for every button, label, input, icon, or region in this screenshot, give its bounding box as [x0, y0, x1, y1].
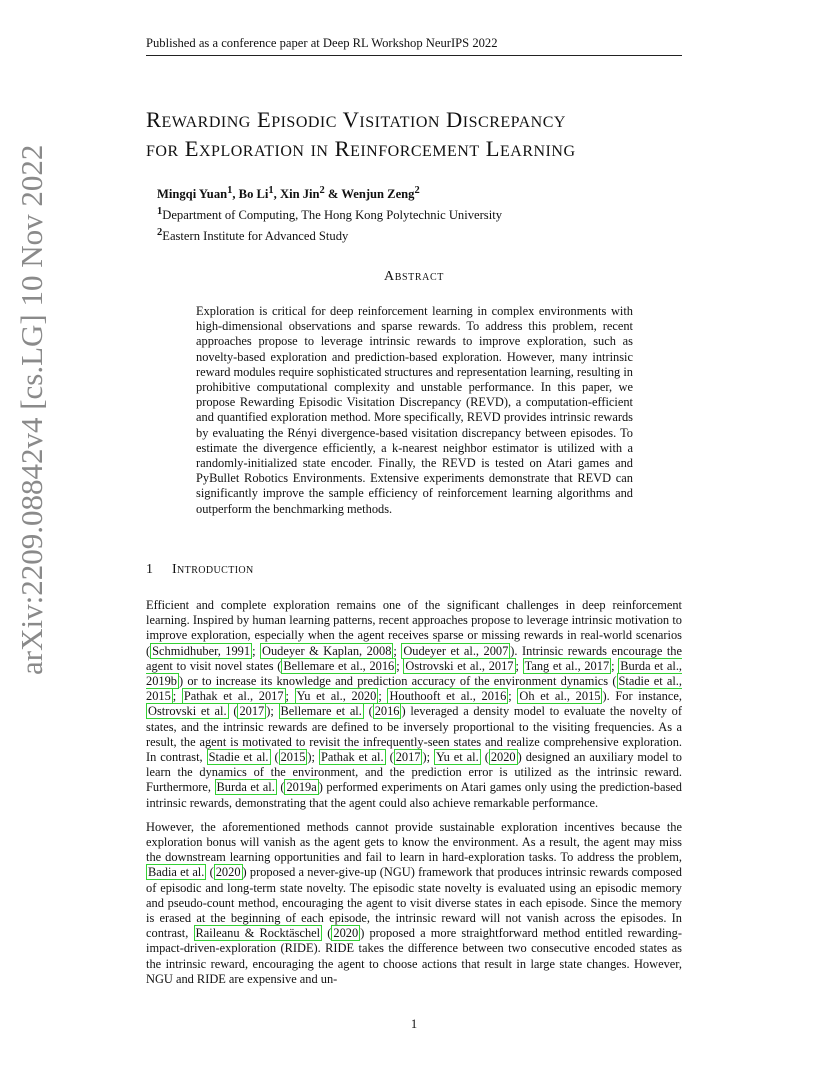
running-header: Published as a conference paper at Deep RL Workshop NeurIPS 2022: [146, 36, 682, 56]
section-heading: [146, 562, 682, 578]
affiliation-1-text: Department of Computing, The Hong Kong Polytechnic University: [162, 208, 502, 223]
body-text: [146, 598, 682, 996]
citation-link[interactable]: Bellemare et al., 2016: [283, 658, 395, 673]
paragraph-1: Efficient and complete exploration remains one of the significant challenges in deep reinforcement learning. Inspired by human learning patterns, recent approaches propose to leverage intrinsic motivation to improve exploration, especially when the agent receives sparse or missing rewards in real-world scenarios ( Schmidhuber, 1991 ; Oudeyer & Kaplan, 2008 ; Oudeyer et al., 2007 ). Intrinsic rewards encourage the agent to visit novel states ( Bellemare et al., 2016 ; Ostrovski et al., 2017 ; Tang et al., 2017 ; Burda et al., 2019b ) or to increase its knowledge and prediction accuracy of the environment dynamics ( Stadie et al., 2015 ; Pathak et al., 2017 ; Yu et al., 2020 ; Houthooft et al., 2016 ; Oh et al., 2015 ). For instance, Ostrovski et al. ( 2017 ); Bellemare et al. ( 2016 ) leveraged a density model to evaluate the novelty of states, and the intrinsic rewards are defined to be inversely proportional to the visiting frequencies. As a result, the agent is motivated to revisit the infrequently-seen states and realize comprehensive exploration. In contrast, Stadie et al. ( 2015 ); Pathak et al. ( 2017 ); Yu et al. ( 2020 ) designed an auxiliary model to learn the dynamics of the environment, and the prediction error is utilized as the intrinsic reward. Furthermore, Burda et al. ( 2019a ) performed experiments on Atari games only using the prediction-based intrinsic rewards, demonstrating that the agent could also achieve remarkable performance.: [146, 598, 683, 810]
affiliation-2-text: Eastern Institute for Advanced Study: [162, 229, 349, 244]
author-2: Bo Li: [238, 187, 269, 202]
author-4-affiliation: 2: [414, 185, 420, 196]
author-ampersand: &: [327, 187, 339, 202]
citation-link[interactable]: 2020: [215, 865, 241, 880]
citation-link[interactable]: Houthooft et al., 2016: [389, 689, 507, 704]
citation-link[interactable]: Yu et al., 2020: [296, 689, 377, 704]
author-1: Mingqi Yuan: [157, 187, 228, 202]
citation-link[interactable]: 2015: [280, 750, 306, 765]
citation-link[interactable]: 2017: [395, 750, 421, 765]
affiliation-2-marker: 2: [157, 227, 163, 239]
title-line-1: Rewarding Episodic Visitation Discrepancy: [146, 107, 566, 132]
citation-link[interactable]: Stadie et al., 2015: [146, 674, 682, 704]
citation-link[interactable]: Oudeyer & Kaplan, 2008: [262, 643, 392, 658]
affiliation-2: [157, 224, 677, 245]
abstract-text: Exploration is critical for deep reinforcement learning in complex environments with high-dimensional observations and sparse rewards. To address this problem, recent approaches propose to leverage intrinsic rewards to improve exploration, such as novelty-based exploration and prediction-based exploration. However, many intrinsic reward modules require sophisticated structures and representation learning, resulting in prohibitive computational complexity and unstable performance. In this paper, we propose Rewarding Episodic Visitation Discrepancy (REVD), a computation-efficient and quantified exploration method. More specifically, REVD provides intrinsic rewards by evaluating the Rényi divergence-based visitation discrepancy between episodes. To estimate the divergence efficiently, a k-nearest neighbor estimator is utilized with a randomly-initialized state encoder. Finally, the REVD is tested on Atari games and PyBullet Robotics Environments. Extensive experiments demonstrate that REVD can significantly improve the sample efficiency of reinforcement learning algorithms and outperform the benchmarking methods.: [196, 304, 633, 516]
citation-link[interactable]: 2020: [490, 750, 516, 765]
citation-link[interactable]: Burda et al.: [216, 780, 275, 795]
citation-link[interactable]: Schmidhuber, 1991: [152, 643, 251, 658]
author-block: [157, 182, 677, 246]
citation-link[interactable]: Ostrovski et al.: [148, 704, 227, 719]
author-2-affiliation: 1: [268, 185, 274, 196]
author-4: Wenjun Zeng: [341, 187, 415, 202]
author-3: Xin Jin: [279, 187, 320, 202]
author-3-affiliation: 2: [319, 185, 325, 196]
citation-link[interactable]: Pathak et al.: [320, 750, 384, 765]
paragraph-2: However, the aforementioned methods cannot provide sustainable exploration incentives because the exploration bonus will vanish as the agent gets to know the environment. As a result, the agent may miss the downstream learning opportunities and fail to learn in hard-exploration tasks. To address the problem, Badia et al. ( 2020 ) proposed a never-give-up (NGU) framework that produces intrinsic rewards composed of episodic and long-term state novelty. The episodic state novelty is evaluated using an episodic memory and pseudo-count method, encouraging the agent to visit diverse states in each episode. Since the memory is erased at the beginning of each episode, the intrinsic reward will not vanish across the episodes. In contrast, Raileanu & Rocktäschel ( 2020 ) proposed a more straightforward method entitled rewarding-impact-driven-exploration (RIDE). RIDE takes the difference between two consecutive encoded states as the intrinsic reward, encouraging the agent to choose actions that result in large state changes. However, NGU and RIDE are expensive and un-: [146, 819, 682, 986]
citation-link[interactable]: 2017: [239, 704, 265, 719]
page-number: 1: [410, 1017, 418, 1031]
title-line-2: for Exploration in Reinforcement Learning: [146, 136, 576, 161]
citation-link[interactable]: Ostrovski et al., 2017: [405, 658, 514, 673]
abstract-heading: Abstract: [384, 269, 444, 284]
citation-link[interactable]: Tang et al., 2017: [524, 658, 610, 673]
citation-link[interactable]: Bellemare et al.: [280, 704, 362, 719]
arxiv-identifier[interactable]: arXiv:2209.08842v4 [cs.LG] 10 Nov 2022: [14, 144, 49, 675]
author-names: Mingqi Yuan$^1$, Bo Li$^1$, Xin Jin$^2$ & Wenjun Zeng$^2$: [157, 185, 420, 202]
citation-link[interactable]: Oh et al., 2015: [519, 689, 601, 704]
citation-link[interactable]: Badia et al.: [148, 865, 205, 880]
citation-link[interactable]: Yu et al.: [436, 750, 479, 765]
section-title: Introduction: [172, 562, 254, 577]
citation-link[interactable]: 2016: [374, 704, 400, 719]
citation-link[interactable]: Oudeyer et al., 2007: [403, 643, 509, 658]
affiliation-1-marker: 1: [157, 206, 163, 218]
citation-link[interactable]: Stadie et al.: [208, 750, 269, 765]
section-number: 1: [146, 562, 154, 577]
citation-link[interactable]: Pathak et al., 2017: [183, 689, 284, 704]
citation-link[interactable]: Raileanu & Rocktäschel: [195, 926, 321, 941]
citation-link[interactable]: 2019a: [286, 780, 317, 795]
affiliation-1: [157, 203, 677, 224]
citation-link[interactable]: Burda et al., 2019b: [146, 658, 683, 689]
citation-link[interactable]: 2020: [333, 926, 359, 941]
author-1-affiliation: 1: [227, 185, 233, 196]
paper-title: [146, 105, 706, 163]
